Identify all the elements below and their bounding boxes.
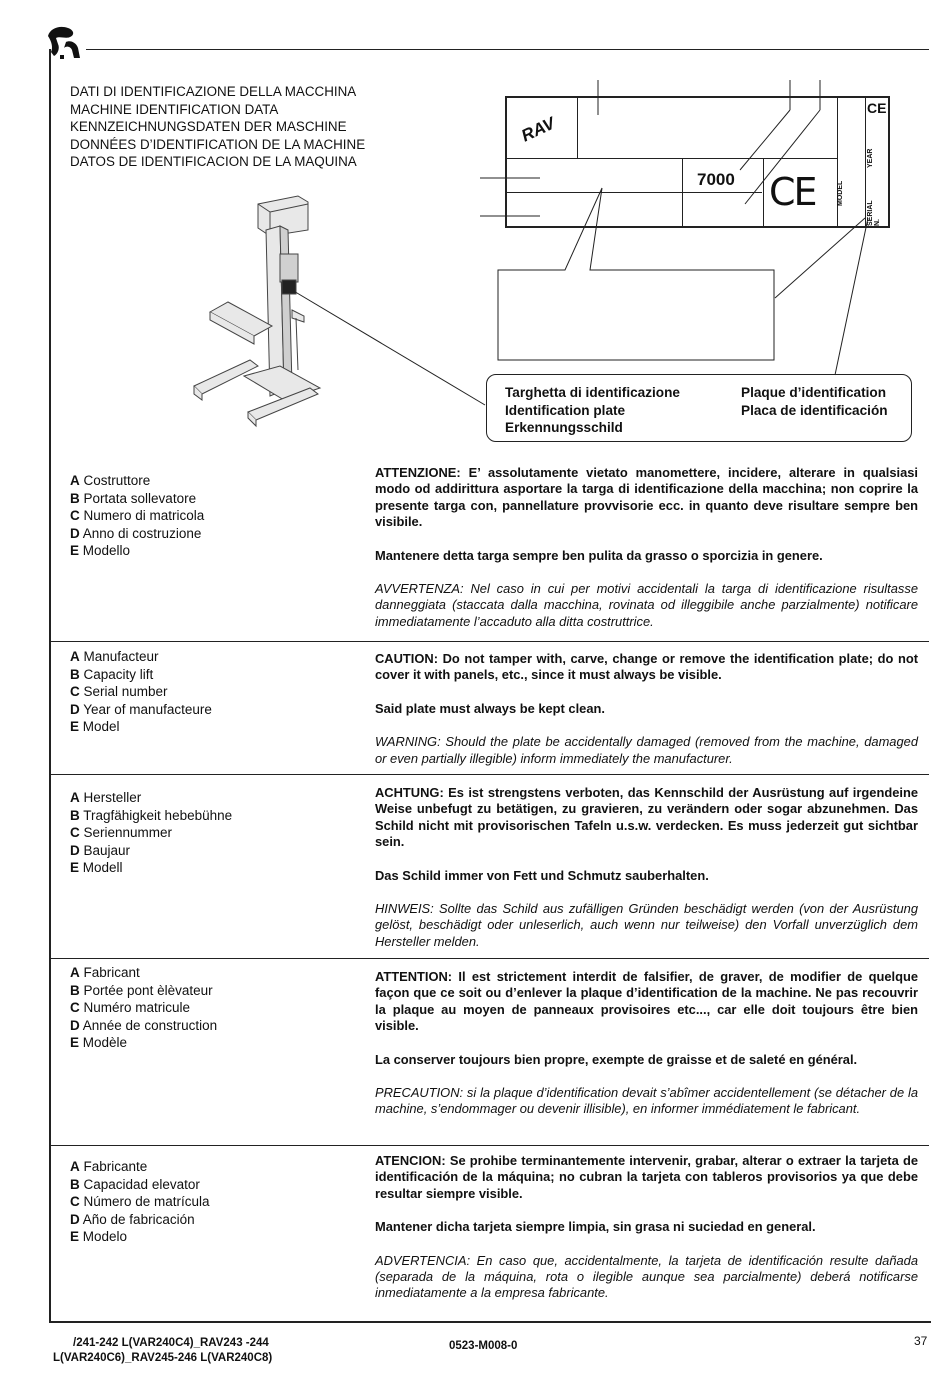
- plate-capacity-row-line: [682, 192, 762, 193]
- legend-item: C Numéro matricule: [70, 1000, 191, 1016]
- title-es: DATOS DE IDENTIFICACION DE LA MAQUINA: [70, 154, 357, 169]
- legend-item: D Année de construction: [70, 1017, 218, 1033]
- clean-text: Mantenere detta targa sempre ben pulita da grasso o sporcizia in genere.: [375, 547, 823, 563]
- legend-item: B Tragfähigkeit hebebühne: [70, 807, 233, 823]
- legend-item: A Manufacteur: [70, 649, 159, 664]
- title-en: MACHINE IDENTIFICATION DATA: [70, 101, 279, 117]
- caution-text: ATTENZIONE: E’ assolutamente vietato manomettere, incidere, alterare in qualsiasi modo od addirittura asportare la targa di identificazione della macchina; non coprire la presente targa con, pannellature provvisorie ecc. in quanto deve risultare sempre ben visibile.: [375, 465, 918, 530]
- notice-text-de: [375, 785, 918, 967]
- plate-capacity: 7000: [697, 170, 735, 189]
- notice-text-en: [375, 651, 918, 784]
- header-titles: [70, 83, 400, 171]
- caution-text: ATENCION: Se prohibe terminantemente intervenir, grabar, alterar o extraer la tarjeta de identificación de la máquina; no cubran la tarjeta con tableros provisorios ya que debe resultar siempre visible.: [375, 1153, 918, 1201]
- plate-model-label: MODEL: [837, 180, 844, 206]
- caption-es: Placa de identificación: [741, 402, 888, 418]
- warning-text: HINWEIS: Sollte das Schild aus zufälligen Gründen beschädigt werden (von der Ausrüstung gelöst, beschädigt oder unleserlich, auch wenn nur teilweise) den Vorfall unverzüglich dem Hersteller melden.: [375, 901, 918, 949]
- title-fr: DONNÉES D’IDENTIFICATION DE LA MACHINE: [70, 136, 366, 152]
- page-number: 37: [914, 1334, 928, 1348]
- legend-item: D Anno di costruzione: [70, 525, 202, 541]
- plate-row-divider-2: [507, 192, 682, 193]
- plate-row-divider: [507, 158, 837, 159]
- legend-list-it: [70, 472, 360, 560]
- legend-item: B Portée pont èlèvateur: [70, 982, 213, 998]
- legend-item: D Year of manufacteure: [70, 701, 212, 717]
- legend-list-en: [70, 648, 360, 736]
- legend-item: A Hersteller: [70, 790, 142, 805]
- caption-it: Targhetta di identificazione: [505, 385, 680, 400]
- plate-year-label: YEAR: [867, 148, 874, 168]
- plate-logo: RAV: [518, 113, 558, 146]
- notice-text-es: [375, 1153, 918, 1319]
- notice-text-fr: [375, 969, 918, 1135]
- section-divider: [50, 1145, 929, 1146]
- identification-plate: [505, 96, 890, 228]
- caption-fr: Plaque d’identification: [741, 385, 887, 400]
- plate-right-col: [837, 98, 840, 226]
- footer-models: [53, 1336, 272, 1366]
- clean-text: Mantener dicha tarjeta siempre limpia, sin grasa ni suciedad en general.: [375, 1219, 816, 1235]
- plate-ce-small: CE: [867, 100, 887, 116]
- caution-text: ATTENTION: Il est strictement interdit de falsifier, de graver, de modifier de quelque façon que ce soit ou d’enlever la plaque d’identification de la machine. Ne pas recouvrir la plaque au moyen de panneaux provisoires etc..., car elle doit toujours être bien visible.: [375, 969, 918, 1034]
- plate-caption-left: [505, 384, 680, 437]
- legend-item: B Capacity lift: [70, 666, 154, 682]
- legend-item: C Serial number: [70, 684, 168, 700]
- caption-de: Erkennungsschild: [505, 420, 623, 435]
- plate-caption-right: [741, 384, 888, 419]
- legend-item: E Modèle: [70, 1035, 128, 1051]
- warning-text: PRECAUTION: si la plaque d’identification devait s’abîmer accidentellement (se détacher de la machine, s’endommager ou devenir illisible), en informer immédiatement le fabricant.: [375, 1085, 918, 1117]
- machine-illustration: [180, 190, 520, 450]
- plate-ce-mark: CE: [769, 170, 816, 214]
- legend-item: B Portata sollevatore: [70, 490, 197, 506]
- legend-item: C Numero di matricola: [70, 508, 205, 524]
- legend-item: A Fabricant: [70, 965, 140, 980]
- legend-item: B Capacidad elevator: [70, 1176, 200, 1192]
- legend-item: E Modello: [70, 543, 131, 559]
- legend-item: A Costruttore: [70, 473, 151, 488]
- plate-capacity-cell: [682, 158, 764, 228]
- clean-text: La conserver toujours bien propre, exempte de graisse et de saleté en général.: [375, 1051, 858, 1067]
- plate-serial-label: SERIAL N.: [867, 200, 881, 226]
- legend-item: D Año de fabricación: [70, 1211, 195, 1227]
- footer-models-line2: L(VAR240C6)_RAV245-246 L(VAR240C8): [53, 1352, 273, 1364]
- legend-item: A Fabricante: [70, 1159, 148, 1174]
- plate-caption-box: [486, 374, 912, 442]
- caution-text: ACHTUNG: Es ist strengstens verboten, das Kennschild der Ausrüstung auf irgendeine Weise unbefugt zu betätigen, zu gravieren, zu verändern oder sogar abzunehmen. Das Schild nicht mit provisorischen Tafeln u.s.w. verdecken. Es muss jederzeit gut sichtbar sein.: [375, 785, 918, 850]
- legend-list-de: [70, 789, 360, 877]
- footer-doc-code: 0523-M008-0: [449, 1340, 518, 1352]
- notice-text-it: [375, 465, 918, 647]
- legend-item: C Número de matrícula: [70, 1194, 210, 1210]
- footer-models-line1: /241-242 L(VAR240C4)_RAV243 -244: [73, 1337, 269, 1349]
- caption-en: Identification plate: [505, 402, 626, 418]
- warning-text: ADVERTENCIA: En caso que, accidentalmente, la tarjeta de identificación resulte dañada (separada de la máquina, rota o ilegible aunque sea parcialmente) deberá notificarse inmediatamente a la empresa fabricante.: [375, 1252, 918, 1301]
- legend-item: E Modell: [70, 860, 123, 876]
- legend-item: C Seriennummer: [70, 825, 173, 841]
- clean-text: Said plate must always be kept clean.: [375, 700, 605, 716]
- legend-list-fr: [70, 964, 360, 1052]
- warning-text: AVVERTENZA: Nel caso in cui per motivi accidentali la targa di identificazione risultasse danneggiata (staccata dalla macchina, rovinata od illeggibile anche parzialmente) notificare immediatamente l’accaduto alla ditta costruttrice.: [375, 581, 918, 629]
- legend-item: D Baujaur: [70, 842, 131, 858]
- legend-item: E Modelo: [70, 1229, 128, 1245]
- legend-item: E Model: [70, 719, 120, 735]
- title-de: KENNZEICHNUNGSDATEN DER MASCHINE: [70, 119, 347, 134]
- title-it: DATI DI IDENTIFICAZIONE DELLA MACCHINA: [70, 84, 357, 99]
- clean-text: Das Schild immer von Fett und Schmutz sauberhalten.: [375, 867, 709, 883]
- warning-text: WARNING: Should the plate be accidentally damaged (removed from the machine, damaged or even partially illegible) inform immediately the manufacturer.: [375, 734, 918, 766]
- caution-text: CAUTION: Do not tamper with, carve, change or remove the identification plate; do not cover it with panels, etc., since it must always be visible.: [375, 651, 918, 683]
- plate-logo-cell: [507, 98, 578, 158]
- legend-list-es: [70, 1158, 360, 1246]
